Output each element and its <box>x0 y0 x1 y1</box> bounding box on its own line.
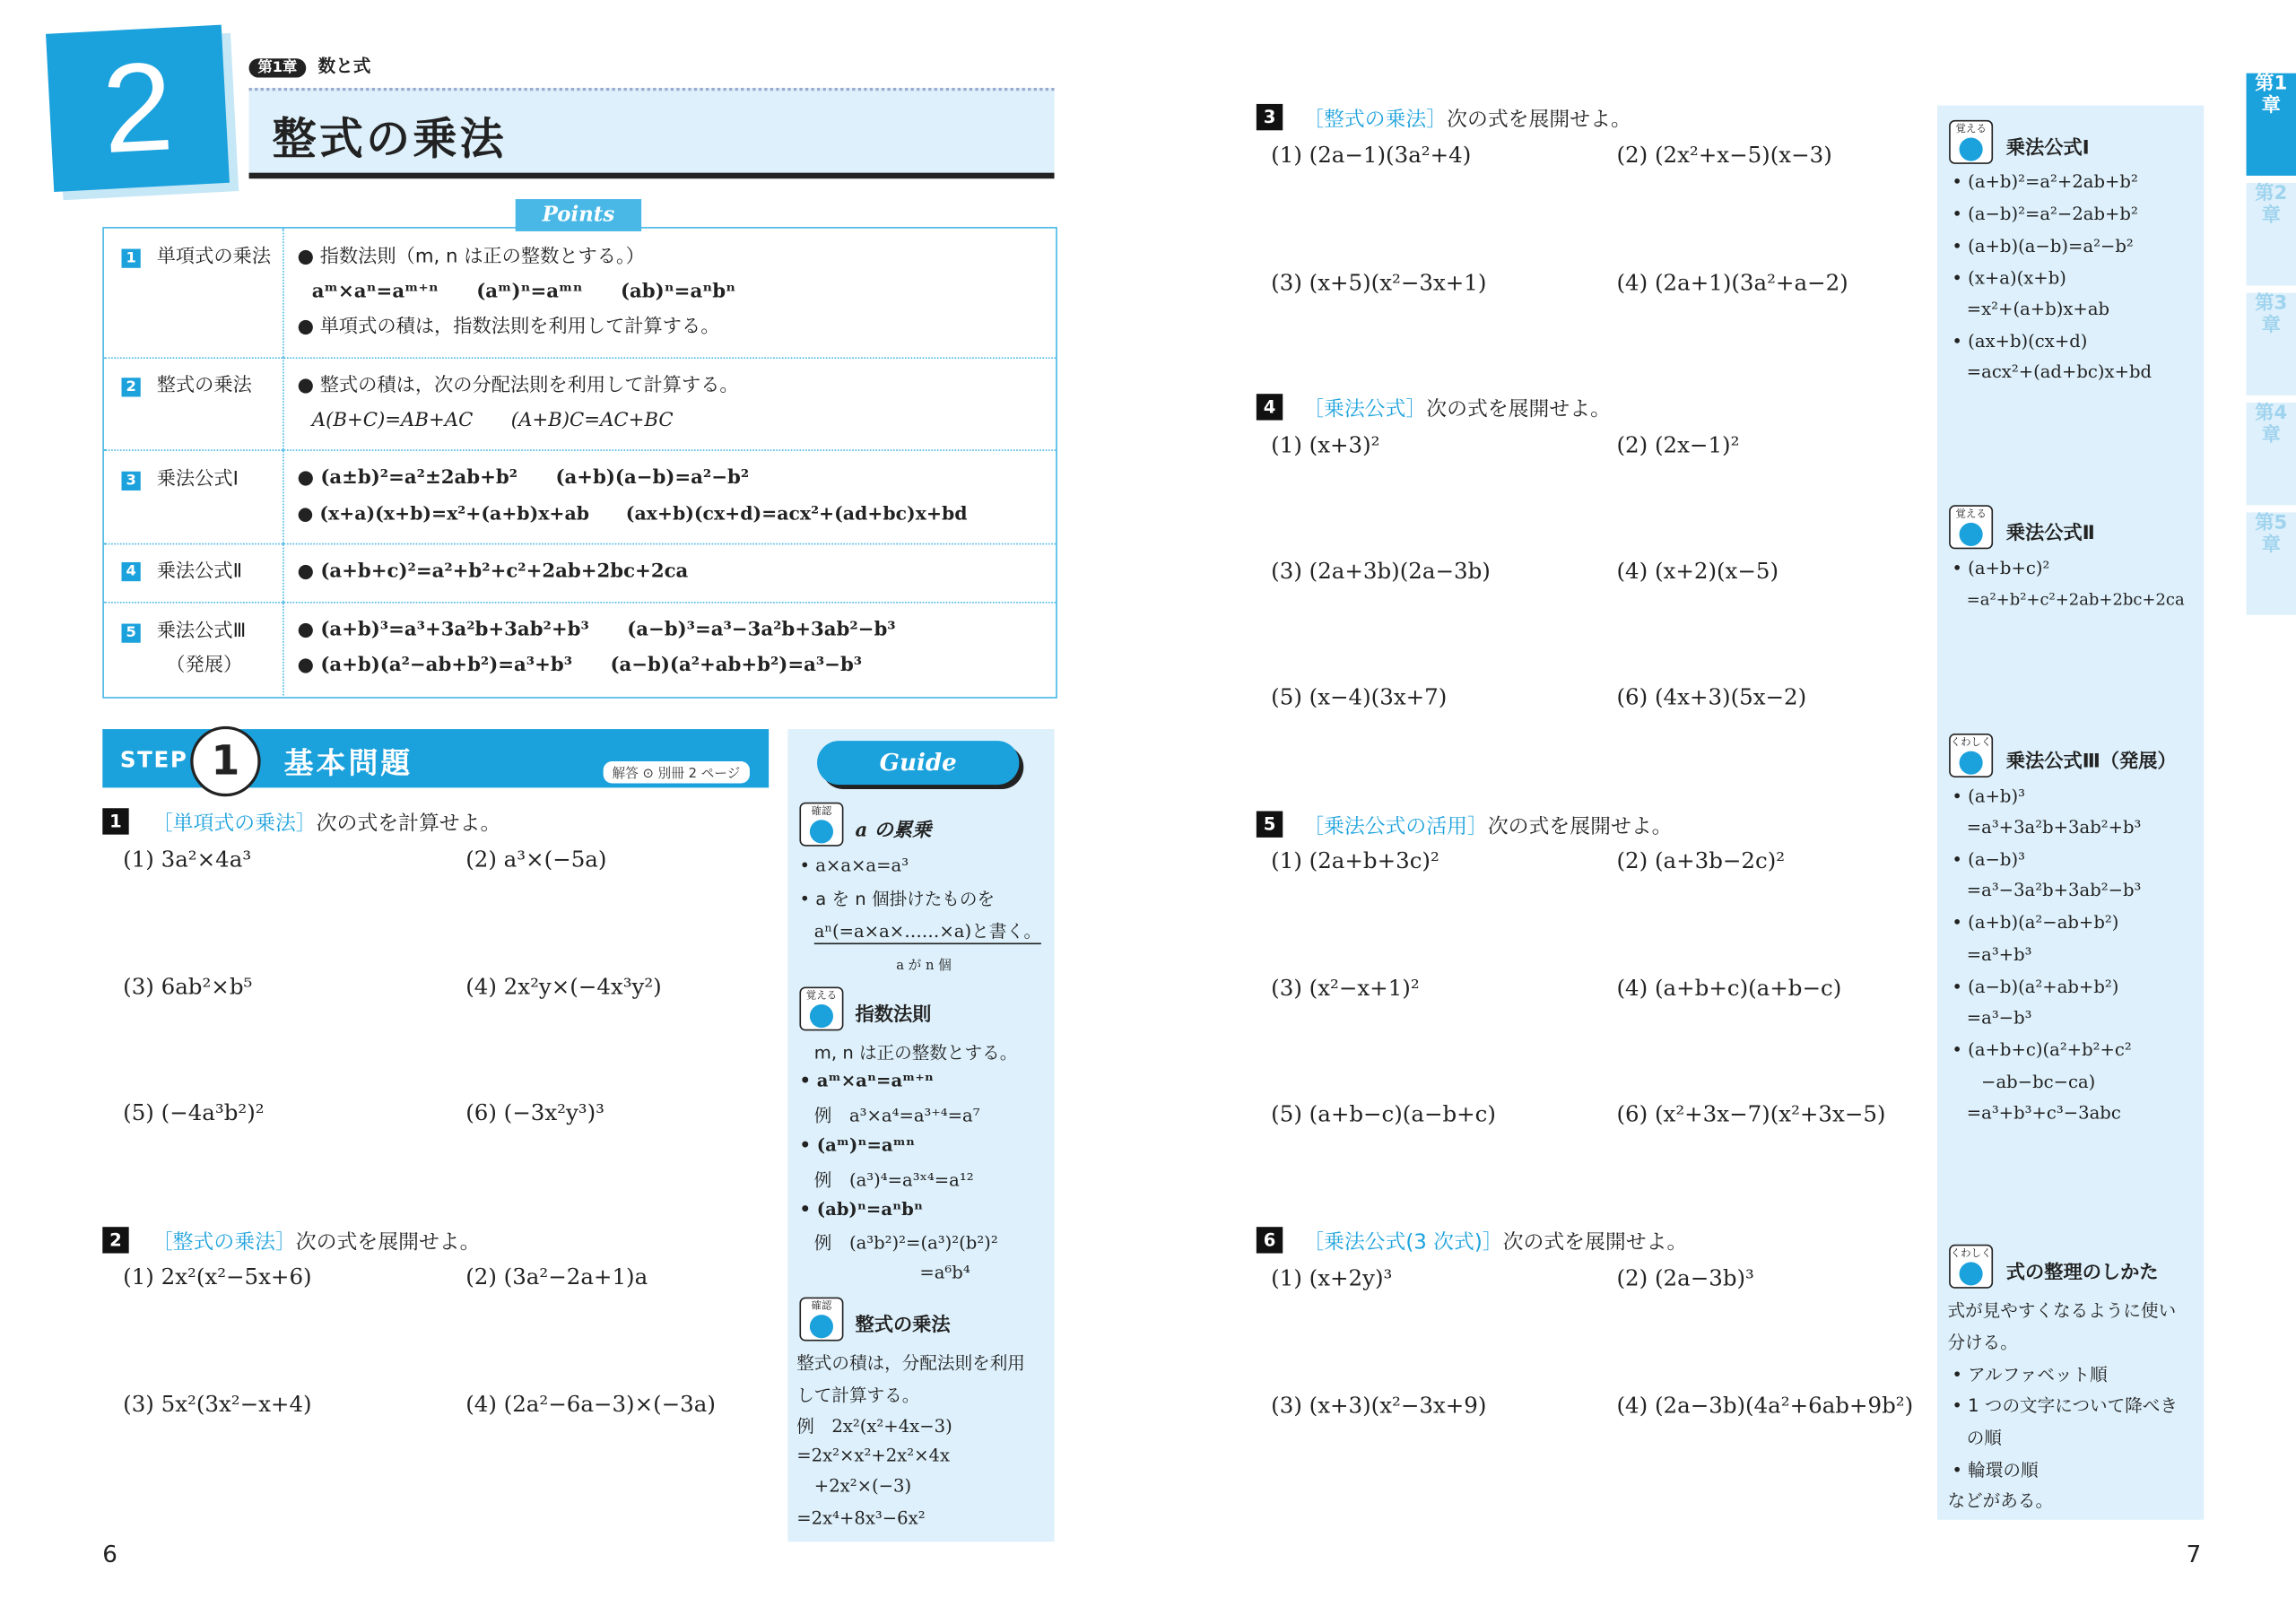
answer-reference: 解答 ⊙ 別冊 2 ページ <box>604 761 750 783</box>
sidebar-line: =x²+(a+b)x+ab <box>1966 299 2110 319</box>
problem-instruction: 次の式を展開せよ。 <box>295 1231 481 1255</box>
page-number-left: 6 <box>102 1540 117 1568</box>
problem-number: 1 <box>102 808 128 834</box>
divider <box>283 449 284 543</box>
page-number-right: 7 <box>2186 1540 2202 1568</box>
step-label: STEP <box>119 746 188 774</box>
guide-line: 例 (a³)⁴=a³ˣ⁴=a¹² <box>813 1169 974 1191</box>
points-row-number: 3 <box>122 472 141 491</box>
problem-number: 6 <box>1257 1227 1283 1253</box>
sidebar-line: 式が見やすくなるように使い <box>1947 1299 2177 1321</box>
lesson-number: 2 <box>46 25 230 192</box>
points-row-number: 4 <box>122 562 141 581</box>
sidebar-section-title: 乗法公式Ⅲ（発展） <box>2005 751 2177 774</box>
chapter-tab-4[interactable]: 第4章 <box>2247 403 2296 505</box>
points-row-line: ● (a±b)²=a²±2ab+b² (a+b)(a−b)=a²−b² <box>297 466 750 490</box>
problem-number: 2 <box>102 1227 128 1253</box>
problem-item: (5) (x−4)(3x+7) <box>1271 683 1448 710</box>
points-row-line: ● (x+a)(x+b)=x²+(a+b)x+ab (ax+b)(cx+d)=acx²+(ad+bc)x+bd <box>297 502 968 525</box>
sidebar-section-title: 式の整理のしかた <box>2005 1262 2159 1284</box>
guide-line: +2x²×(−3) <box>813 1475 912 1497</box>
step-number: 1 <box>190 726 260 796</box>
sidebar-section-title: 乗法公式Ⅰ <box>2005 137 2090 160</box>
problem-instruction: 次の式を展開せよ。 <box>1487 815 1673 839</box>
guide-line: aⁿ(=a×a×……×a)と書く。 <box>814 918 1041 944</box>
problem-item: (4) 2x²y×(−4x³y²) <box>465 973 662 1001</box>
problem-heading <box>152 1227 481 1256</box>
problem-instruction: 次の式を展開せよ。 <box>1502 1231 1688 1255</box>
problem-item: (6) (x²+3x−7)(x²+3x−5) <box>1616 1100 1886 1128</box>
problem-item: (1) 2x²(x²−5x+6) <box>123 1264 312 1290</box>
problem-item: (4) (2a−3b)(4a²+6ab+9b²) <box>1616 1392 1914 1420</box>
problem-item: (4) (a+b+c)(a+b−c) <box>1616 975 1842 1002</box>
step-title: 基本問題 <box>283 745 413 781</box>
problem-tag: ［整式の乗法］ <box>1303 108 1448 132</box>
problem-tag: ［単項式の乗法］ <box>152 812 317 837</box>
problem-item: (3) (x²−x+1)² <box>1271 975 1420 1002</box>
details-icon: くわしく <box>1949 1245 1993 1289</box>
details-icon: くわしく <box>1949 734 1993 777</box>
guide-section-title: a の累乗 <box>855 820 932 842</box>
sidebar-line: • (ax+b)(cx+d) <box>1952 330 2088 352</box>
guide-line: • (ab)ⁿ=aⁿbⁿ <box>799 1199 924 1220</box>
problem-number: 3 <box>1257 104 1283 130</box>
sidebar-line: • (a+b)(a²−ab+b²) <box>1952 912 2119 934</box>
problem-item: (4) (2a+1)(3a²+a−2) <box>1616 269 1848 296</box>
sidebar-line: • (a−b)(a²+ab+b²) <box>1952 977 2119 997</box>
points-label: Points <box>516 199 641 231</box>
sidebar-line: の順 <box>1966 1427 2002 1448</box>
guide-line: • aᵐ×aⁿ=aᵐ⁺ⁿ <box>799 1070 934 1091</box>
points-row-number: 2 <box>122 378 141 396</box>
points-row-line: ● 指数法則（m, n は正の整数とする。） <box>297 246 645 268</box>
problem-item: (4) (x+2)(x−5) <box>1616 558 1779 585</box>
points-row-title: 乗法公式Ⅱ <box>156 560 243 583</box>
confirm-icon: 確認 <box>799 1298 843 1342</box>
divider <box>283 229 284 358</box>
memorize-icon: 覚える <box>799 986 843 1030</box>
guide-line: 例 (a³b²)²=(a³)²(b²)² <box>813 1232 998 1254</box>
problem-item: (2) (3a²−2a+1)a <box>465 1264 648 1290</box>
points-row <box>104 357 1056 450</box>
problem-item: (2) a³×(−5a) <box>465 846 607 873</box>
guide-line: 例 a³×a⁴=a³⁺⁴=a⁷ <box>813 1105 980 1126</box>
points-row <box>104 602 1056 695</box>
chapter-tab-5[interactable]: 第5章 <box>2247 512 2296 614</box>
problem-item: (3) (x+5)(x²−3x+1) <box>1271 269 1487 296</box>
sidebar-line: • 輪環の順 <box>1952 1459 2039 1481</box>
divider <box>283 543 284 602</box>
points-row-title: 単項式の乗法 <box>156 246 272 268</box>
problem-item: (5) (a+b−c)(a−b+c) <box>1271 1100 1496 1128</box>
guide-section-title: 指数法則 <box>855 1004 932 1027</box>
guide-line: • a を n 個掛けたものを <box>799 889 996 909</box>
points-row-title: 乗法公式Ⅲ （発展） <box>156 621 247 677</box>
guide-line: =2x⁴+8x³−6x² <box>796 1507 926 1529</box>
sidebar-line: • (a−b)²=a²−2ab+b² <box>1952 203 2138 224</box>
guide-line: • a×a×a=a³ <box>799 855 909 876</box>
sidebar-section-title: 乗法公式Ⅱ <box>2005 522 2095 545</box>
guide-line: a が n 個 <box>896 959 952 974</box>
problem-tag: ［乗法公式］ <box>1303 398 1427 422</box>
problem-item: (5) (−4a³b²)² <box>123 1099 265 1126</box>
memorize-icon: 覚える <box>1949 505 1993 549</box>
guide-line: して計算する。 <box>796 1385 920 1406</box>
guide-line: =2x²×x²+2x²×4x <box>796 1445 951 1466</box>
guide-section-title: 整式の乗法 <box>855 1315 951 1337</box>
chapter-tab-1[interactable]: 第1章 <box>2247 74 2296 176</box>
problem-number: 5 <box>1257 812 1283 838</box>
memorize-icon: 覚える <box>1949 120 1993 164</box>
points-row <box>104 449 1056 544</box>
problem-item: (4) (2a²−6a−3)×(−3a) <box>465 1391 716 1418</box>
problem-item: (3) (2a+3b)(2a−3b) <box>1271 558 1491 585</box>
problem-item: (3) 5x²(3x²−x+4) <box>123 1391 312 1418</box>
page-title: 整式の乗法 <box>272 114 507 166</box>
problem-item: (2) (a+3b−2c)² <box>1616 847 1786 874</box>
sidebar-line: =a³−b³ <box>1966 1007 2032 1029</box>
sidebar-line: =a³+b³+c³−3abc <box>1966 1102 2121 1124</box>
guide-line: 整式の積は，分配法則を利用 <box>796 1352 1025 1374</box>
sidebar-line: =acx²+(ad+bc)x+bd <box>1966 361 2152 383</box>
chapter-tab-2[interactable]: 第2章 <box>2247 183 2296 285</box>
chapter-tab-3[interactable]: 第3章 <box>2247 293 2296 395</box>
points-row-line: aᵐ×aⁿ=aᵐ⁺ⁿ (aᵐ)ⁿ=aᵐⁿ (ab)ⁿ=aⁿbⁿ <box>311 281 736 303</box>
problem-heading <box>1303 394 1611 423</box>
guide-line: 例 2x²(x²+4x−3) <box>796 1415 952 1437</box>
points-row-title: 整式の乗法 <box>156 374 252 397</box>
points-table <box>102 227 1057 699</box>
problem-item: (2) (2a−3b)³ <box>1616 1264 1754 1292</box>
problem-instruction: 次の式を展開せよ。 <box>1426 398 1611 422</box>
problem-item: (6) (−3x²y³)³ <box>465 1099 604 1126</box>
problem-item: (1) (x+2y)³ <box>1271 1264 1393 1292</box>
problem-item: (3) 6ab²×b⁵ <box>123 973 253 1001</box>
problem-instruction: 次の式を展開せよ。 <box>1447 108 1631 132</box>
guide-line: m, n は正の整数とする。 <box>813 1042 1018 1064</box>
guide-label: Guide <box>817 741 1019 785</box>
sidebar-line: • (a+b+c)² <box>1952 558 2050 578</box>
guide-line: =a⁶b⁴ <box>919 1262 970 1283</box>
divider <box>283 357 284 449</box>
chapter-tag <box>249 53 371 78</box>
divider <box>283 602 284 695</box>
confirm-icon: 確認 <box>799 803 843 847</box>
points-row <box>104 543 1056 604</box>
chapter-name: 数と式 <box>317 56 371 76</box>
problem-item: (3) (x+3)(x²−3x+9) <box>1271 1392 1487 1420</box>
problem-heading <box>152 808 501 838</box>
problem-instruction: 次の式を計算せよ。 <box>316 812 501 837</box>
points-row-line: ● (a+b)(a²−ab+b²)=a³+b³ (a−b)(a²+ab+b²)=a³−b³ <box>297 654 863 677</box>
sidebar-line: • アルファベット順 <box>1952 1364 2108 1385</box>
points-row-line: A(B+C)=AB+AC (A+B)C=AC+BC <box>311 410 674 432</box>
chapter-pill: 第1章 <box>249 58 307 77</box>
sidebar-line: =a³+3a²b+3ab²+b³ <box>1966 817 2142 838</box>
sidebar-line: • 1 つの文字について降べき <box>1952 1394 2179 1416</box>
sidebar-line: などがある。 <box>1947 1490 2054 1511</box>
problem-item: (1) 3a²×4a³ <box>123 846 252 873</box>
sidebar-line: • (a+b)³ <box>1952 786 2025 807</box>
points-row-line: ● (a+b+c)²=a²+b²+c²+2ab+2bc+2ca <box>297 560 689 583</box>
sidebar-line: =a²+b²+c²+2ab+2bc+2ca <box>1966 589 2185 610</box>
points-row-number: 5 <box>122 624 141 643</box>
problem-tag: ［整式の乗法］ <box>152 1231 296 1255</box>
problem-item: (2) (2x−1)² <box>1616 431 1740 459</box>
sidebar-line: 分ける。 <box>1947 1332 2018 1353</box>
sidebar-line: • (a−b)³ <box>1952 848 2025 870</box>
problem-tag: ［乗法公式(3 次式)］ <box>1303 1231 1503 1255</box>
guide-line: • (aᵐ)ⁿ=aᵐⁿ <box>799 1134 916 1156</box>
problem-heading <box>1303 1227 1687 1256</box>
sidebar-line: • (x+a)(x+b) <box>1952 267 2066 289</box>
sidebar-line: =a³−3a²b+3ab²−b³ <box>1966 880 2142 901</box>
problem-heading <box>1303 104 1631 134</box>
problem-item: (6) (4x+3)(5x−2) <box>1616 683 1807 710</box>
points-row-line: ● (a+b)³=a³+3a²b+3ab²+b³ (a−b)³=a³−3a²b+3ab²−b³ <box>297 619 896 642</box>
problem-item: (1) (2a−1)(3a²+4) <box>1271 142 1472 169</box>
problem-item: (1) (2a+b+3c)² <box>1271 847 1439 874</box>
sidebar-line: • (a+b+c)(a²+b²+c² <box>1952 1039 2132 1061</box>
sidebar-line: =a³+b³ <box>1966 944 2032 965</box>
points-row-line: ● 整式の積は，次の分配法則を利用して計算する。 <box>297 374 739 397</box>
sidebar-line: • (a+b)(a−b)=a²−b² <box>1952 235 2134 256</box>
points-row-line: ● 単項式の積は，指数法則を利用して計算する。 <box>297 316 720 339</box>
problem-item: (1) (x+3)² <box>1271 431 1380 459</box>
sidebar-line: • (a+b)²=a²+2ab+b² <box>1952 171 2138 192</box>
problem-item: (2) (2x²+x−5)(x−3) <box>1616 142 1832 169</box>
sidebar-line: −ab−bc−ca) <box>1981 1072 2096 1092</box>
problem-heading <box>1303 812 1672 841</box>
points-row <box>104 229 1056 359</box>
points-row-number: 1 <box>122 249 141 268</box>
problem-number: 4 <box>1257 394 1283 420</box>
points-row-title: 乗法公式Ⅰ <box>156 468 239 491</box>
problem-tag: ［乗法公式の活用］ <box>1303 815 1488 839</box>
